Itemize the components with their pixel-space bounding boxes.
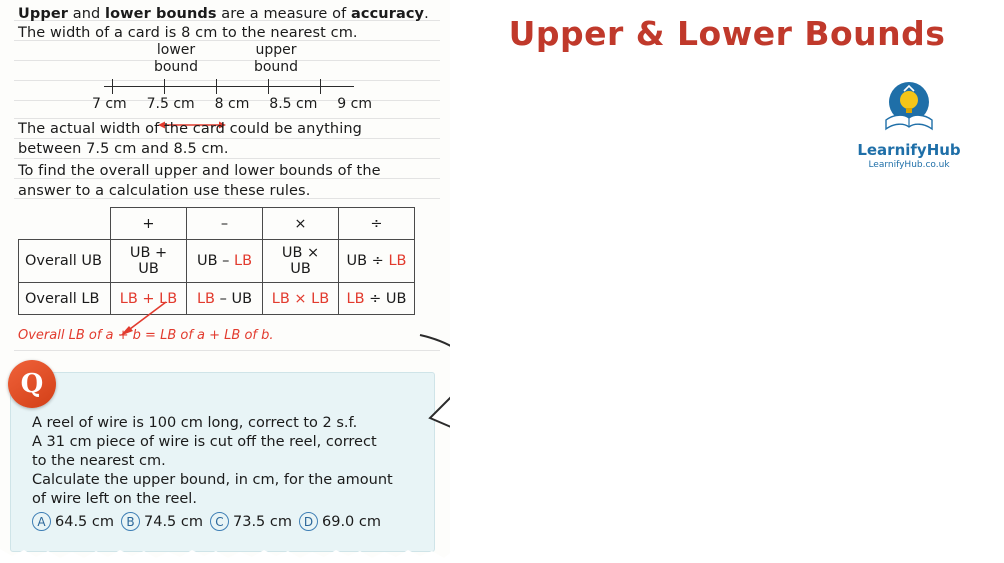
cell-text: UB ÷ — [346, 253, 389, 269]
lower-bound-label-line2: bound — [153, 59, 199, 75]
table-row-overall-lb — [19, 283, 415, 315]
upper-word: Upper — [18, 6, 69, 22]
cell-lb-divide — [339, 283, 415, 315]
cell-lb-subtract — [187, 283, 263, 315]
logo-name: LearnifyHub — [857, 141, 961, 159]
number-line-axis — [104, 86, 354, 87]
number-line-tick — [320, 79, 321, 94]
page-title: Upper & Lower Bounds — [508, 14, 946, 53]
tick-value: 7 cm — [92, 96, 127, 112]
cell-text-red: LB × LB — [271, 290, 330, 307]
table-header-row — [19, 208, 415, 240]
cell-lb-multiply — [263, 283, 339, 315]
table-row-overall-ub — [19, 240, 415, 283]
question-line-1: A reel of wire is 100 cm long, correct to 2 s.f. — [32, 415, 358, 431]
upper-bound-label — [236, 42, 316, 76]
logo-subtitle: LearnifyHub.co.uk — [868, 160, 950, 170]
answer-options — [32, 512, 381, 531]
upper-bound-label-line2: bound — [253, 59, 299, 75]
rule-line — [14, 138, 440, 139]
rule-line — [14, 350, 440, 351]
number-line-tick-values — [92, 96, 372, 112]
accuracy-word: accuracy — [351, 6, 425, 22]
number-line-tick — [164, 79, 165, 94]
column-header-multiply: × — [263, 208, 339, 240]
brand-logo — [834, 80, 984, 170]
rules-intro-line-1: To find the overall upper and lower bounds of the — [18, 163, 381, 179]
option-text-d: 69.0 cm — [322, 513, 381, 530]
option-text-c: 73.5 cm — [233, 513, 292, 530]
measure-text: are a measure of — [216, 6, 351, 22]
column-header-divide: ÷ — [339, 208, 415, 240]
cell-ub-add — [111, 240, 187, 283]
book-lightbulb-logo-icon — [880, 80, 938, 134]
answer-option-c[interactable] — [210, 512, 292, 531]
worksheet-panel — [0, 0, 450, 563]
actual-width-line-2: between 7.5 cm and 8.5 cm. — [18, 141, 229, 157]
option-letter-a: A — [32, 512, 51, 531]
answer-option-d[interactable] — [299, 512, 381, 531]
option-letter-c: C — [210, 512, 229, 531]
number-line-diagram — [18, 42, 418, 112]
bounds-rules-table — [18, 207, 415, 315]
cell-ub-divide — [339, 240, 415, 283]
period: . — [424, 6, 429, 22]
question-line-3: to the nearest cm. — [32, 453, 166, 469]
cell-text-red: LB + LB — [119, 290, 178, 307]
red-annotation-note: Overall LB of a + b = LB of a + LB of b. — [18, 328, 274, 343]
question-line-4: Calculate the upper bound, in cm, for the amount — [32, 472, 393, 488]
tick-value: 7.5 cm — [146, 96, 195, 112]
lower-bound-label — [136, 42, 216, 76]
tick-value: 8.5 cm — [269, 96, 318, 112]
rule-line — [14, 158, 440, 159]
column-header-add: + — [111, 208, 187, 240]
intro-line-1 — [18, 6, 438, 22]
option-letter-b: B — [121, 512, 140, 531]
cell-text-red: LB — [196, 290, 215, 307]
cell-ub-multiply — [263, 240, 339, 283]
actual-width-line-1: The actual width of the card could be anything — [18, 121, 362, 137]
row-label-overall-ub: Overall UB — [19, 240, 111, 283]
cell-text-red: LB — [346, 290, 365, 307]
row-label-overall-lb: Overall LB — [19, 283, 111, 315]
torn-paper-edge — [0, 549, 450, 563]
number-line-tick — [112, 79, 113, 94]
question-line-2: A 31 cm piece of wire is cut off the reel, correct — [32, 434, 377, 450]
cell-text-red: LB — [234, 253, 253, 269]
lower-bound-label-line1: lower — [156, 42, 196, 58]
cell-text-red: LB — [388, 253, 407, 269]
option-letter-d: D — [299, 512, 318, 531]
right-panel — [450, 0, 1004, 563]
cell-text: ÷ UB — [364, 290, 407, 307]
tick-value: 9 cm — [337, 96, 372, 112]
cell-text: UB × UB — [281, 245, 320, 277]
answer-option-b[interactable] — [121, 512, 203, 531]
upper-bound-label-line1: upper — [255, 42, 297, 58]
tick-value: 8 cm — [214, 96, 250, 112]
option-text-a: 64.5 cm — [55, 513, 114, 530]
cell-text: UB – — [196, 253, 234, 269]
intro-line-2: The width of a card is 8 cm to the nearest cm. — [18, 25, 358, 41]
lower-bounds-word: lower bounds — [105, 6, 217, 22]
option-text-b: 74.5 cm — [144, 513, 203, 530]
column-header-subtract: – — [187, 208, 263, 240]
cell-text: – UB — [215, 290, 253, 307]
cell-text: UB + UB — [129, 245, 168, 277]
number-line-tick — [216, 79, 217, 94]
table-corner-cell — [19, 208, 111, 240]
answer-option-a[interactable] — [32, 512, 114, 531]
cell-ub-subtract — [187, 240, 263, 283]
question-badge-icon: Q — [8, 360, 56, 408]
number-line-tick — [268, 79, 269, 94]
rules-intro-line-2: answer to a calculation use these rules. — [18, 183, 311, 199]
question-line-5: of wire left on the reel. — [32, 491, 197, 507]
and-word: and — [68, 6, 106, 22]
rule-line — [14, 118, 440, 119]
